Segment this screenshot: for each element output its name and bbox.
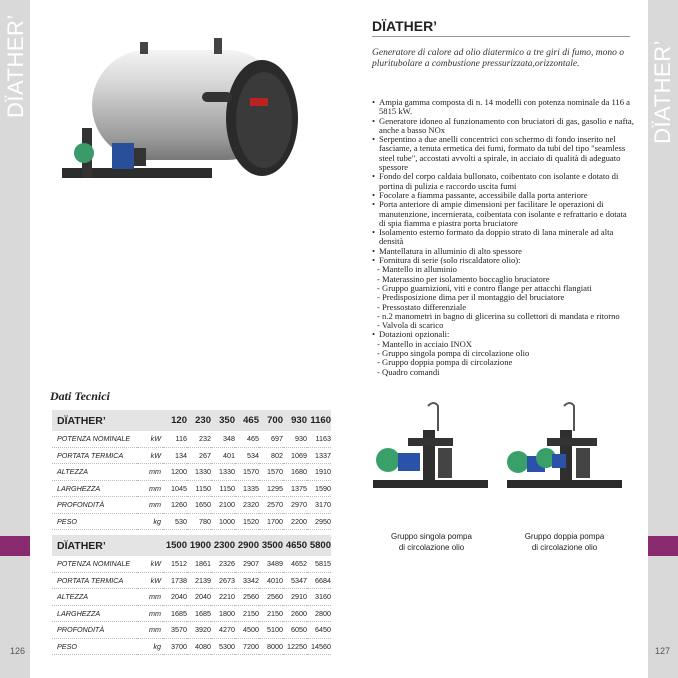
table-cell: 2800 [307, 605, 331, 622]
table-cell: 3170 [307, 497, 331, 514]
row-unit: mm [137, 480, 163, 497]
features-list [372, 98, 634, 377]
table-cell: 5300 [211, 638, 235, 655]
table-cell: 3489 [259, 556, 283, 572]
row-label: PROFONDITÀ [52, 622, 137, 639]
row-unit: mm [137, 464, 163, 481]
row-label: POTENZA NOMINALE [52, 556, 137, 572]
right-vertical-brand: DÏATHER’ [650, 40, 675, 144]
single-pump-caption [364, 531, 499, 553]
table-row [52, 556, 331, 572]
row-label: PESO [52, 638, 137, 655]
single-pump-caption-line-2: di circolazione olio [398, 543, 465, 552]
row-unit: mm [137, 605, 163, 622]
table-cell: 4010 [259, 572, 283, 589]
table-cell: 1335 [235, 480, 259, 497]
row-unit: kW [137, 431, 163, 447]
table-cell: 1337 [307, 447, 331, 464]
table-cell: 1330 [211, 464, 235, 481]
table-cell: 3570 [163, 622, 187, 639]
left-vertical-brand: DÏATHER’ [3, 14, 28, 118]
single-pump-image [368, 398, 493, 518]
table-row [52, 431, 331, 447]
table-cell: 2970 [283, 497, 307, 514]
table-cell: 1150 [211, 480, 235, 497]
table-cell: 2210 [211, 589, 235, 606]
table-cell: 1590 [307, 480, 331, 497]
table-cell: 2139 [187, 572, 211, 589]
feature-item: • Serpentino a due anelli concentrici con schermo di fondo inserito nel fasciame, a tenuta ermetica dei fumi, formato da tubi del tipo "seamless steel tube", accostati avvolti a spirale, in acciaio di qualità di adeguato spessore [372, 135, 634, 172]
table-cell: 3160 [307, 589, 331, 606]
table-cell: 3920 [187, 622, 211, 639]
table-row [52, 589, 331, 606]
table-cell: 2040 [163, 589, 187, 606]
model-header-cell: 230 [187, 410, 211, 431]
double-pump-image [502, 398, 627, 518]
model-header-cell: 1900 [187, 535, 211, 556]
table-cell: 1295 [259, 480, 283, 497]
spec-table-2 [52, 535, 331, 655]
model-header-cell: 5800 [307, 535, 331, 556]
feature-item: • Ampia gamma composta di n. 14 modelli con potenza nominale da 116 a 5815 kW. [372, 98, 634, 117]
row-unit: mm [137, 497, 163, 514]
feature-item: • Fornitura di serie (solo riscaldatore olio): [372, 256, 634, 265]
table-cell: 4500 [235, 622, 259, 639]
table-cell: 1512 [163, 556, 187, 572]
table-cell: 5100 [259, 622, 283, 639]
table-cell: 2600 [283, 605, 307, 622]
table-cell: 530 [163, 513, 187, 530]
title-divider [372, 36, 630, 37]
row-label: PESO [52, 513, 137, 530]
table-cell: 267 [187, 447, 211, 464]
table-cell: 4652 [283, 556, 307, 572]
table-cell: 2673 [211, 572, 235, 589]
double-pump-caption-line-1: Gruppo doppia pompa [524, 532, 605, 541]
feature-item: • Porta anteriore di ampie dimensioni per facilitare le operazioni di manutenzione, incernierata, coibentata con isolante e refrattario e dotata di spia fiamma e piastra porta bruciatore [372, 200, 634, 228]
table-cell: 6450 [307, 622, 331, 639]
feature-item: • Mantellatura in alluminio di alto spessore [372, 247, 634, 256]
table-cell: 1910 [307, 464, 331, 481]
product-subtitle: Generatore di calore ad olio diatermico a tre giri di fumo, mono o pluritubolare a combustione pressurizzata,orizzontale. [372, 48, 624, 69]
row-unit: mm [137, 622, 163, 639]
row-label: LARGHEZZA [52, 605, 137, 622]
row-label: PORTATA TERMICA [52, 447, 137, 464]
table-cell: 2100 [211, 497, 235, 514]
table-cell: 134 [163, 447, 187, 464]
feature-item: - Predisposizione dima per il montaggio del bruciatore [377, 292, 565, 303]
feature-item: • Generatore idoneo al funzionamento con bruciatori di gas, gasolio e nafta, anche a basso NOx [372, 117, 634, 136]
table-cell: 3700 [163, 638, 187, 655]
row-unit: kW [137, 572, 163, 589]
feature-item: - Gruppo doppia pompa di circolazione [377, 357, 513, 368]
table-cell: 930 [283, 431, 307, 447]
model-header-cell: 350 [211, 410, 235, 431]
spec-table-1 [52, 410, 331, 530]
feature-item: - Mantello in alluminio [377, 264, 457, 275]
row-unit: kW [137, 447, 163, 464]
table-cell: 1045 [163, 480, 187, 497]
feature-item: - Pressostato differenziale [377, 301, 467, 312]
double-pump-caption [497, 531, 632, 553]
feature-item: • Isolamento esterno formato da doppio strato di lana minerale ad alta densità [372, 228, 634, 247]
table-cell: 5815 [307, 556, 331, 572]
model-header-cell: 120 [163, 410, 187, 431]
right-side-band [648, 0, 678, 678]
page-number-right: 127 [654, 646, 670, 656]
section-title: Dati Tecnici [50, 389, 110, 403]
row-label: ALTEZZA [52, 589, 137, 606]
feature-item: • Fondo del corpo caldaia bullonato, coibentato con isolante e dotato di portina di pulizia e raccordo uscita fumi [372, 172, 634, 191]
left-side-band [0, 0, 30, 678]
model-header-cell: 465 [235, 410, 259, 431]
feature-item: - Gruppo guarnizioni, viti e contro flange per attacchi flangiati [377, 282, 592, 293]
feature-item: - n.2 manometri in bagno di glicerina su collettori di mandata e ritorno [377, 310, 620, 321]
table-cell: 1163 [307, 431, 331, 447]
table-cell: 1150 [187, 480, 211, 497]
table-cell: 232 [187, 431, 211, 447]
model-header-cell: 1160 [307, 410, 331, 431]
model-header-cell: 1500 [163, 535, 187, 556]
table-header-row [52, 410, 331, 431]
row-unit: kg [137, 638, 163, 655]
boiler-image [52, 28, 308, 218]
table-cell: 1738 [163, 572, 187, 589]
table-cell: 2560 [259, 589, 283, 606]
row-unit: mm [137, 589, 163, 606]
table-cell: 4270 [211, 622, 235, 639]
table-cell: 2150 [259, 605, 283, 622]
table-cell: 2570 [259, 497, 283, 514]
row-label: PORTATA TERMICA [52, 572, 137, 589]
table-cell: 2320 [235, 497, 259, 514]
model-header-cell: 2300 [211, 535, 235, 556]
feature-item: - Valvola di scarico [377, 320, 444, 331]
table-cell: 5347 [283, 572, 307, 589]
table-cell: 802 [259, 447, 283, 464]
table-row [52, 464, 331, 481]
table-cell: 6050 [283, 622, 307, 639]
table-cell: 2560 [235, 589, 259, 606]
left-section-tab [0, 536, 30, 556]
feature-item: - Quadro comandi [377, 366, 440, 377]
table-cell: 534 [235, 447, 259, 464]
table-brand-cell: DÏATHER’ [52, 535, 163, 556]
feature-item: - Mantello in acciaio INOX [377, 338, 472, 349]
feature-item: • Focolare a fiamma passante, accessibile dalla porta anteriore [372, 191, 634, 200]
table-cell: 1800 [211, 605, 235, 622]
table-cell: 1680 [283, 464, 307, 481]
table-cell: 780 [187, 513, 211, 530]
table-cell: 1570 [259, 464, 283, 481]
feature-item: - Materassino per isolamento boccaglio bruciatore [377, 273, 550, 284]
table-row [52, 497, 331, 514]
feature-item: - Gruppo singola pompa di circolazione olio [377, 348, 530, 359]
model-header-cell: 700 [259, 410, 283, 431]
row-label: ALTEZZA [52, 464, 137, 481]
table-cell: 2326 [211, 556, 235, 572]
table-row [52, 638, 331, 655]
row-label: PROFONDITÀ [52, 497, 137, 514]
table-cell: 1069 [283, 447, 307, 464]
table-cell: 3342 [235, 572, 259, 589]
feature-item: • Dotazioni opzionali: [372, 330, 634, 339]
table-cell: 2950 [307, 513, 331, 530]
table-cell: 2200 [283, 513, 307, 530]
table-cell: 1861 [187, 556, 211, 572]
table-cell: 1685 [187, 605, 211, 622]
page-number-left: 126 [10, 646, 26, 656]
table-row [52, 447, 331, 464]
row-label: LARGHEZZA [52, 480, 137, 497]
row-unit: kg [137, 513, 163, 530]
table-cell: 1375 [283, 480, 307, 497]
table-cell: 6684 [307, 572, 331, 589]
double-pump-caption-line-2: di circolazione olio [531, 543, 598, 552]
product-title: DÏATHER’ [372, 18, 438, 34]
table-cell: 2910 [283, 589, 307, 606]
table-cell: 1685 [163, 605, 187, 622]
table-cell: 1260 [163, 497, 187, 514]
table-row [52, 622, 331, 639]
table-cell: 1570 [235, 464, 259, 481]
table-cell: 2040 [187, 589, 211, 606]
table-cell: 1000 [211, 513, 235, 530]
model-header-cell: 930 [283, 410, 307, 431]
table-cell: 465 [235, 431, 259, 447]
table-cell: 14560 [307, 638, 331, 655]
table-cell: 8000 [259, 638, 283, 655]
table-brand-cell: DÏATHER’ [52, 410, 163, 431]
table-cell: 401 [211, 447, 235, 464]
table-cell: 7200 [235, 638, 259, 655]
model-header-cell: 2900 [235, 535, 259, 556]
single-pump-caption-line-1: Gruppo singola pompa [391, 532, 472, 541]
table-cell: 1200 [163, 464, 187, 481]
table-cell: 1700 [259, 513, 283, 530]
row-label: POTENZA NOMINALE [52, 431, 137, 447]
table-cell: 697 [259, 431, 283, 447]
table-cell: 2150 [235, 605, 259, 622]
table-row [52, 513, 331, 530]
model-header-cell: 4650 [283, 535, 307, 556]
table-cell: 348 [211, 431, 235, 447]
table-cell: 2907 [235, 556, 259, 572]
table-row [52, 605, 331, 622]
table-cell: 116 [163, 431, 187, 447]
table-row [52, 480, 331, 497]
table-row [52, 572, 331, 589]
table-cell: 1650 [187, 497, 211, 514]
model-header-cell: 3500 [259, 535, 283, 556]
row-unit: kW [137, 556, 163, 572]
table-cell: 1330 [187, 464, 211, 481]
table-header-row [52, 535, 331, 556]
table-cell: 1520 [235, 513, 259, 530]
table-cell: 12250 [283, 638, 307, 655]
table-cell: 4080 [187, 638, 211, 655]
right-section-tab [648, 536, 678, 556]
